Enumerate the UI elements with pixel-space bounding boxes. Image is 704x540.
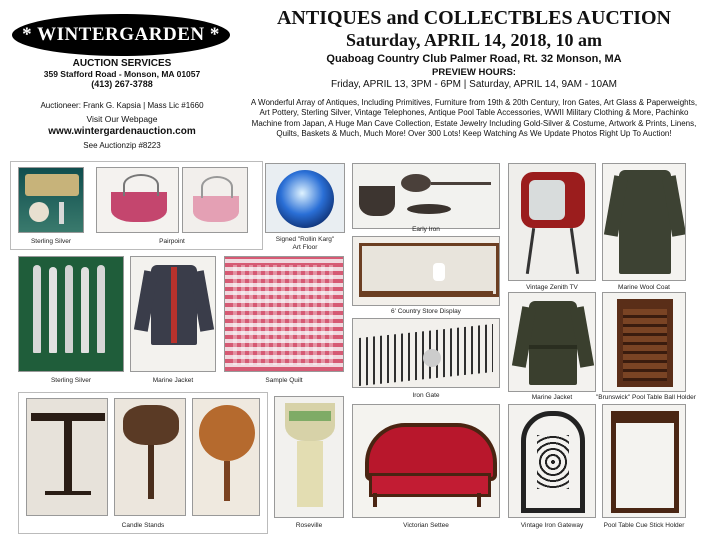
photo-cue-holder (602, 404, 686, 518)
photo-sterling-spoons (18, 256, 124, 372)
caption-store-display: 6' Country Store Display (391, 308, 461, 315)
photo-zenith-tv (508, 163, 596, 281)
auction-location: Quaboag Country Club Palmer Road, Rt. 32 Monson, MA (326, 53, 622, 65)
caption-pairpoint: Pairpoint (159, 238, 185, 245)
caption-iron-gate: Iron Gate (412, 392, 440, 399)
caption-sample-quilt: Sample Quilt (265, 377, 303, 384)
photo-iron-gate (352, 318, 500, 388)
photo-pairpoint-1 (96, 167, 179, 233)
photo-candle-stand-3 (192, 398, 260, 516)
photo-iron-gateway (508, 404, 596, 518)
phone: (413) 267-3788 (91, 79, 153, 89)
caption-candle-stands: Candle Stands (121, 522, 165, 529)
photo-victorian-settee (352, 404, 500, 518)
caption-wool-coat: Marine Wool Coat (618, 284, 670, 291)
auctionzip-id: See Auctionzip #8223 (83, 141, 161, 150)
logo-text: * WINTERGARDEN * (22, 24, 220, 45)
photo-store-display (352, 236, 500, 306)
caption-signed-1: Signed "Rollin Karg" (275, 236, 335, 243)
address: 359 Stafford Road - Monson, MA 01057 (43, 69, 201, 79)
caption-signed-2: Art Floor (292, 244, 318, 251)
photo-wool-coat (602, 163, 686, 281)
photo-pairpoint-2 (182, 167, 248, 233)
photo-early-iron (352, 163, 500, 229)
photo-sample-quilt (224, 256, 344, 372)
caption-cue-holder: Pool Table Cue Stick Holder (603, 522, 685, 529)
caption-sterling-1: Sterling Silver (30, 238, 72, 245)
photo-pool-ball-holder (602, 292, 686, 392)
photo-roseville (274, 396, 344, 518)
photo-art-glass (265, 163, 345, 233)
logo (12, 14, 230, 56)
caption-sterling-2: Sterling Silver (50, 377, 92, 384)
visit-label: Visit Our Webpage (86, 114, 158, 124)
caption-early-iron: Early Iron (412, 226, 440, 233)
preview-heading: PREVIEW HOURS: (432, 67, 516, 78)
services-label: AUCTION SERVICES (72, 58, 172, 69)
auctioneer: Auctioneer: Frank G. Kapsia | Mass Lic #1660 (40, 101, 204, 110)
auction-title: ANTIQUES and COLLECTBLES AUCTION (276, 7, 671, 29)
caption-pool-ball-holder: "Brunswick" Pool Table Ball Holder (596, 394, 696, 401)
caption-marine-jacket-1: Marine Jacket (152, 377, 194, 384)
photo-candle-stand-2 (114, 398, 186, 516)
caption-zenith-tv: Vintage Zenith TV (526, 284, 578, 291)
website-link[interactable]: www.wintergardenauction.com (48, 126, 196, 137)
photo-marine-jacket-2 (508, 292, 596, 392)
preview-times: Friday, APRIL 13, 3PM - 6PM | Saturday, APRIL 14, 9AM - 10AM (330, 79, 618, 90)
photo-marine-jacket-1 (130, 256, 216, 372)
caption-victorian-settee: Victorian Settee (403, 522, 449, 529)
auction-description: A Wonderful Array of Antiques, Including Primitives, Furniture from 19th & 20th Century, Iron Gates, Art Glass & Paperweights, Art Pottery, Sterling Silver, Vintage Telephones, Antique Pool Table Accessories, WWII Military Clothing & More, Pachinko Machine from Japan, A Huge Man Cave Collection, Estate Jewelry Including Gold-Silver & Costume, Artwork & Prints, Linens, Quilts, Baskets & Much, Much More! Over 300 Lots! Keep Watching As We Update Photos Right Up To Auction! (250, 98, 698, 138)
caption-marine-jacket-2: Marine Jacket (531, 394, 573, 401)
caption-roseville: Roseville (295, 522, 323, 529)
photo-sterling-set (18, 167, 84, 233)
auction-date: Saturday, APRIL 14, 2018, 10 am (345, 30, 603, 50)
caption-iron-gateway: Vintage Iron Gateway (520, 522, 584, 529)
photo-candle-stand-1 (26, 398, 108, 516)
